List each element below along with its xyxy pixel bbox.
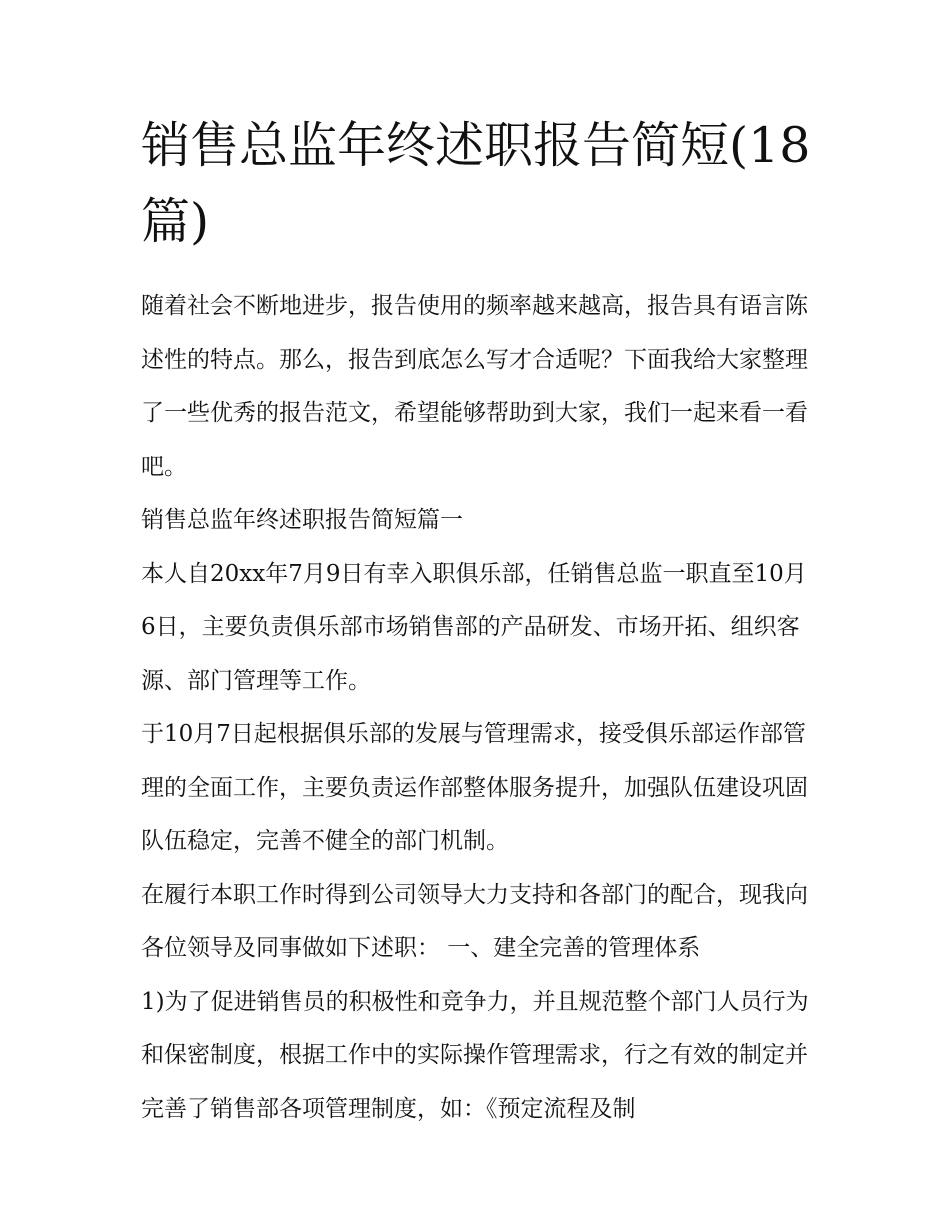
body-paragraph: 本人自20xx年7月9日有幸入职俱乐部，任销售总监一职直至10月6日，主要负责俱乐部市场销售部的产品研发、市场开拓、组织客源、部门管理等工作。 <box>141 560 807 694</box>
body-paragraph: 在履行本职工作时得到公司领导大力支持和各部门的配合，现我向各位领导及同事做如下述职： 一、建全完善的管理体系 <box>141 881 808 961</box>
section-heading: 销售总监年终述职报告简短篇一 <box>141 507 463 533</box>
intro-paragraph: 随着社会不断地进步，报告使用的频率越来越高，报告具有语言陈述性的特点。那么，报告到底怎么写才合适呢？下面我给大家整理了一些优秀的报告范文，希望能够帮助到大家，我们一起来看一看吧。 <box>141 293 808 480</box>
document-content <box>141 108 813 1136</box>
document-title: 销售总监年终述职报告简短(18篇) <box>141 117 811 250</box>
body-paragraph: 1)为了促进销售员的积极性和竞争力，并且规范整个部门人员行为和保密制度，根据工作中的实际操作管理需求，行之有效的制定并完善了销售部各项管理制度，如：《预定流程及制 <box>141 988 809 1122</box>
body-paragraph: 于10月7日起根据俱乐部的发展与管理需求，接受俱乐部运作部管理的全面工作，主要负责运作部整体服务提升，加强队伍建设巩固队伍稳定，完善不健全的部门机制。 <box>141 721 808 854</box>
document-body <box>141 280 813 1136</box>
